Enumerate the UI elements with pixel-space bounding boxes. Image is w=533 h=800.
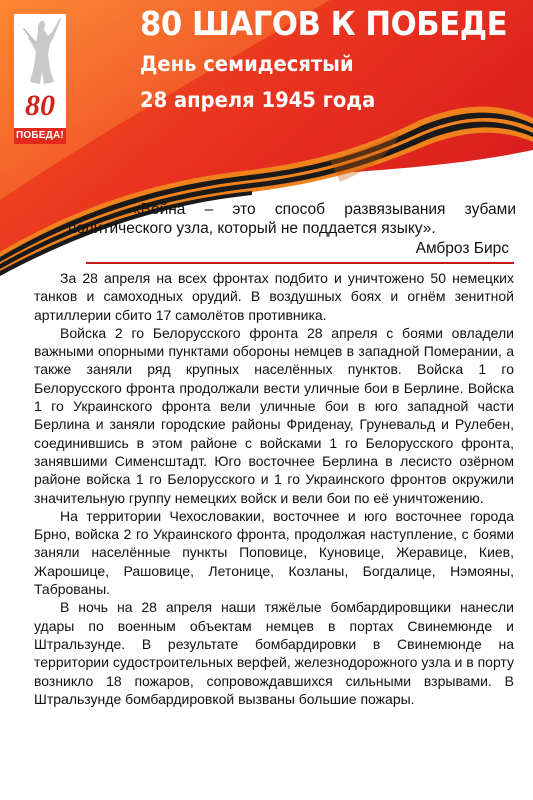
victory-80-logo xyxy=(14,14,66,144)
article-paragraph: Войска 2 го Белорусского фронта 28 апреля с боями овладели важными опорными пунктами обороны немцев в западной Померании, а также заняли ряд крупных населённых пунктов. Войска 1 го Белорусского фронта продолжали вести уличные бои в Берлине. Войска 1 го Украинского фронта вели уличные бои в юго западной части Берлина и заняли городские районы Фриденау, Груневальд и Рулебен, соединившись в этом районе с войсками 1 го Белорусского фронта, занявшими Сименсштадт. Юго восточнее Берлина в лесисто озёрном районе войска 1 го Белорусского и 1 го Украинского фронтов окружили значительную группу немецких войск и вели бои по её уничтожению. xyxy=(34,324,514,506)
quote-author: Амброз Бирс xyxy=(415,240,509,257)
logo-number: 80 xyxy=(25,89,55,122)
date-subtitle: 28 апреля 1945 года xyxy=(140,88,376,112)
epigraph-quote: «Война – это способ развязывания зубами политического узла, который не поддается языку». xyxy=(68,201,516,237)
article-body xyxy=(34,269,514,708)
article-paragraph: На территории Чехословакии, восточнее и юго восточнее города Брно, войска 2 го Украинского фронта, продолжая наступление, с боями заняли населённые пункты Поповице, Куновице, Жеравице, Киев, Жарошице, Рашовице, Летонице, Козланы, Богдалице, Нэмояны, Таброваны. xyxy=(34,507,514,598)
article-paragraph: В ночь на 28 апреля наши тяжёлые бомбардировщики нанесли удары по военным объектам немцев в портах Свинемюнде и Штральзунде. В результате бомбардировки в Свинемюнде на территории судостроительных верфей, железнодорожного узла и в порту возникло 18 пожаров, сопровождавшихся сильными взрывами. В Штральзунде бомбардировкой вызваны большие пожары. xyxy=(34,599,514,707)
motherland-statue-icon xyxy=(14,14,66,94)
logo-label: ПОБЕДА! xyxy=(14,128,66,144)
day-subtitle: День семидесятый xyxy=(140,52,354,76)
page-title: 80 ШАГОВ К ПОБЕДЕ xyxy=(140,4,508,43)
article-paragraph: За 28 апреля на всех фронтах подбито и уничтожено 50 немецких танков и самоходных орудий. В воздушных боях и огнём зенитной артиллерии сбито 17 самолётов противника. xyxy=(34,270,514,323)
divider-line xyxy=(86,262,514,264)
